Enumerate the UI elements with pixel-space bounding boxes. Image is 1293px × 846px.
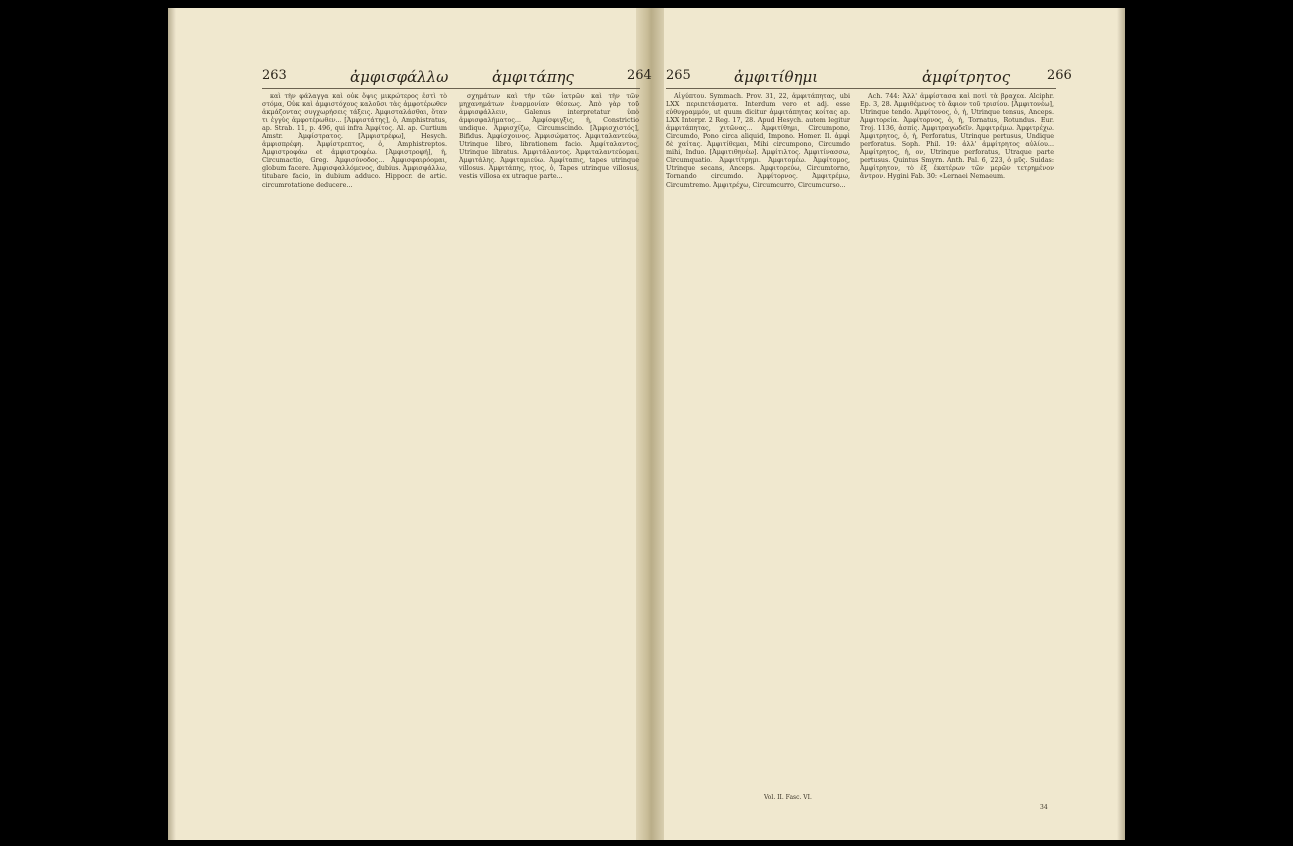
guide-word-left-1: ἀμφισφάλλω bbox=[350, 68, 449, 86]
page-number-right: 265 bbox=[666, 68, 691, 83]
left-page-column-2 bbox=[459, 92, 639, 792]
right-page-column-1 bbox=[666, 92, 850, 792]
page-number-left: 263 bbox=[262, 68, 287, 83]
column-text: Ach. 744: Ἀλλ' ἀμφίστασα καὶ ποτὶ τὰ βραχεα. Alciphr. Ep. 3, 28. Ἀμφιθέμενος τὸ ἄφιον τοῦ τρισίου. [Ἀμφιτονέω], Utrinque tendo. Ἀμφίτονος, ὁ, ἡ, Utrinque tensus, Anceps. Ἀμφιτορεία. Ἀμφίτορνος, ὁ, ἡ, Tornatus, Rotundus. Eur. Troj. 1136, ἀσπίς. Ἀμφιτραγωδεῖν. Ἀμφιτρέμω. Ἀμφιτρέχω. Ἀμφιτρητος, ὁ, ἡ, Perforatus, Utrinque pertusus, Undique perforatus. Soph. Phil. 19: ἀλλ' ἀμφίτρητος αὐλίου... Ἀμφίτρητος, ἡ, ον, Utrinque perforatus, Utraque parte pertusus. Quintus Smyrn. Anth. Pal. 6, 223, ὁ μῦς. Suidas: Ἀμφίτρητον, τὸ ἐξ ἑκατέρων τῶν μερῶν τετρημένον ἄντρον. Hygini Fab. 30: «Lernaei Nemaeum. bbox=[860, 92, 1054, 181]
guide-word-left-2: ἀμφιτάπης bbox=[492, 68, 574, 86]
open-book bbox=[168, 8, 1125, 840]
column-text: σχημάτων καὶ τὴν τῶν ἰατρῶν καὶ τὴν τῶν μηχανημάτων ἐναρμονίαν θέσεως. Ἀπὸ γὰρ τοῦ ἀμφισφάλλειν, Galenus interpretatur ὑπὸ ἀμφισφαλήματος... Ἀμφίσφιγξις, ἡ, Constrictio undique. Ἀμφισχίζω, Circumscindo. [Ἀμφισχιστός], Bifidus. Ἀμφίσχοινος. Ἀμφισώματος. Ἀμφιταλαντεύω, Utrinque libro, librationem facio. Ἀμφίταλαντος, Utrinque libratus. Ἀμφιτάλαντος. Ἀμφιταλαντεύομαι. Ἀμφιτάλης. Ἀμφιταμιεύω. Ἀμφίταπις, tapes utrinque villosus. Ἀμφιτάπης, ητος, ὁ, Tapes utrinque villosus, vestis villosa ex utraque parte... bbox=[459, 92, 639, 181]
left-page-column-1 bbox=[262, 92, 447, 792]
left-page-header bbox=[182, 68, 652, 88]
left-page-edge bbox=[168, 8, 176, 840]
header-rule-right bbox=[666, 88, 1056, 89]
signature-mark: 34 bbox=[1040, 804, 1048, 811]
page-footer: Vol. II. Fasc. VI. bbox=[764, 794, 812, 801]
right-page-header bbox=[664, 68, 1111, 88]
right-page-column-2 bbox=[860, 92, 1054, 792]
column-text: καὶ τὴν φάλαγγα καὶ οὐκ ὄψις μικρώτερος ἐστὶ τὸ στόμα, Οὐκ καὶ ἀμφιστόχους καλοῦσι τὰς ἀμφοτέρωθεν ἀκμάζοντας συγχωρήσεις τάξεις. Ἀμφισταλάσθαι, ὅταν τι ἐγγὺς ἀμφοτέρωθεν... [Ἀμφιστάτης], ὁ, Amphistratus, ap. Strab. 11, p. 496, qui infra Ἀμφίτος. Al. ap. Curtium Amstr. Ἀμφίστρατος. [Ἀμφιστρέφω], Hesych. ἀμφισπρέφη. Ἀμφίστρεπτος, ὁ, Amphistreptos. Ἀμφιστροφάω et ἀμφιστροφέω. [Ἀμφιστροφή], ἡ, Circumactio, Greg. Ἀμφισύνοδος... Ἀμφισφαιρόομαι, globum facere. Ἀμφισφαλλόμενος, dubius. Ἀμφισφάλλω, titubare facio, in dubium adduco. Hippocr. de artic. circumrotatione deducere... bbox=[262, 92, 447, 189]
column-text: Αἰγύπτου. Symmach. Prov. 31, 22, ἀμφιτάπητας, ubi LXX περιπετάσματα. Interdum vero et adj. esse εὐθυγραμμόν, ut quum dicitur ἀμφιτάπητας κοίτας ap. LXX Interpr. 2 Reg. 17, 28. Apud Hesych. autem legitur ἀμφιτάπητας, χιτῶνας... Ἀμφιτίθημι, Circumpono, Circumdo, Pono circa aliquid, Impono. Homer. Il. ἀμφὶ δὲ χαίτας. Ἀμφιτίθεμαι, Mihi circumpono, Circumdo mihi, Induo. [Ἀμφιτιθηνέω]. Ἀμφίτιλτος. Ἀμφιτίνασσω, Circumquatio. Ἀμφιτίτρημι. Ἀμφιτομέω. Ἀμφίτομος, Utrinque secans, Anceps. Ἀμφιτορεύω, Circumtorno, Tornando circumdo. Ἀμφίτορνος. Ἀμφιτρέμω, Circumtremo. Ἀμφιτρέχω, Circumcurro, Circumcurso... bbox=[666, 92, 850, 189]
guide-word-right-2: ἀμφίτρητος bbox=[922, 68, 1011, 86]
header-rule-left bbox=[262, 88, 640, 89]
page-number-right-2: 266 bbox=[1047, 68, 1072, 83]
right-page-edge bbox=[1117, 8, 1125, 840]
left-page bbox=[182, 8, 652, 840]
page-number-left-2: 264 bbox=[627, 68, 652, 83]
guide-word-right-1: ἀμφιτίθημι bbox=[734, 68, 819, 86]
right-page bbox=[664, 8, 1111, 840]
book-spine bbox=[636, 8, 664, 840]
